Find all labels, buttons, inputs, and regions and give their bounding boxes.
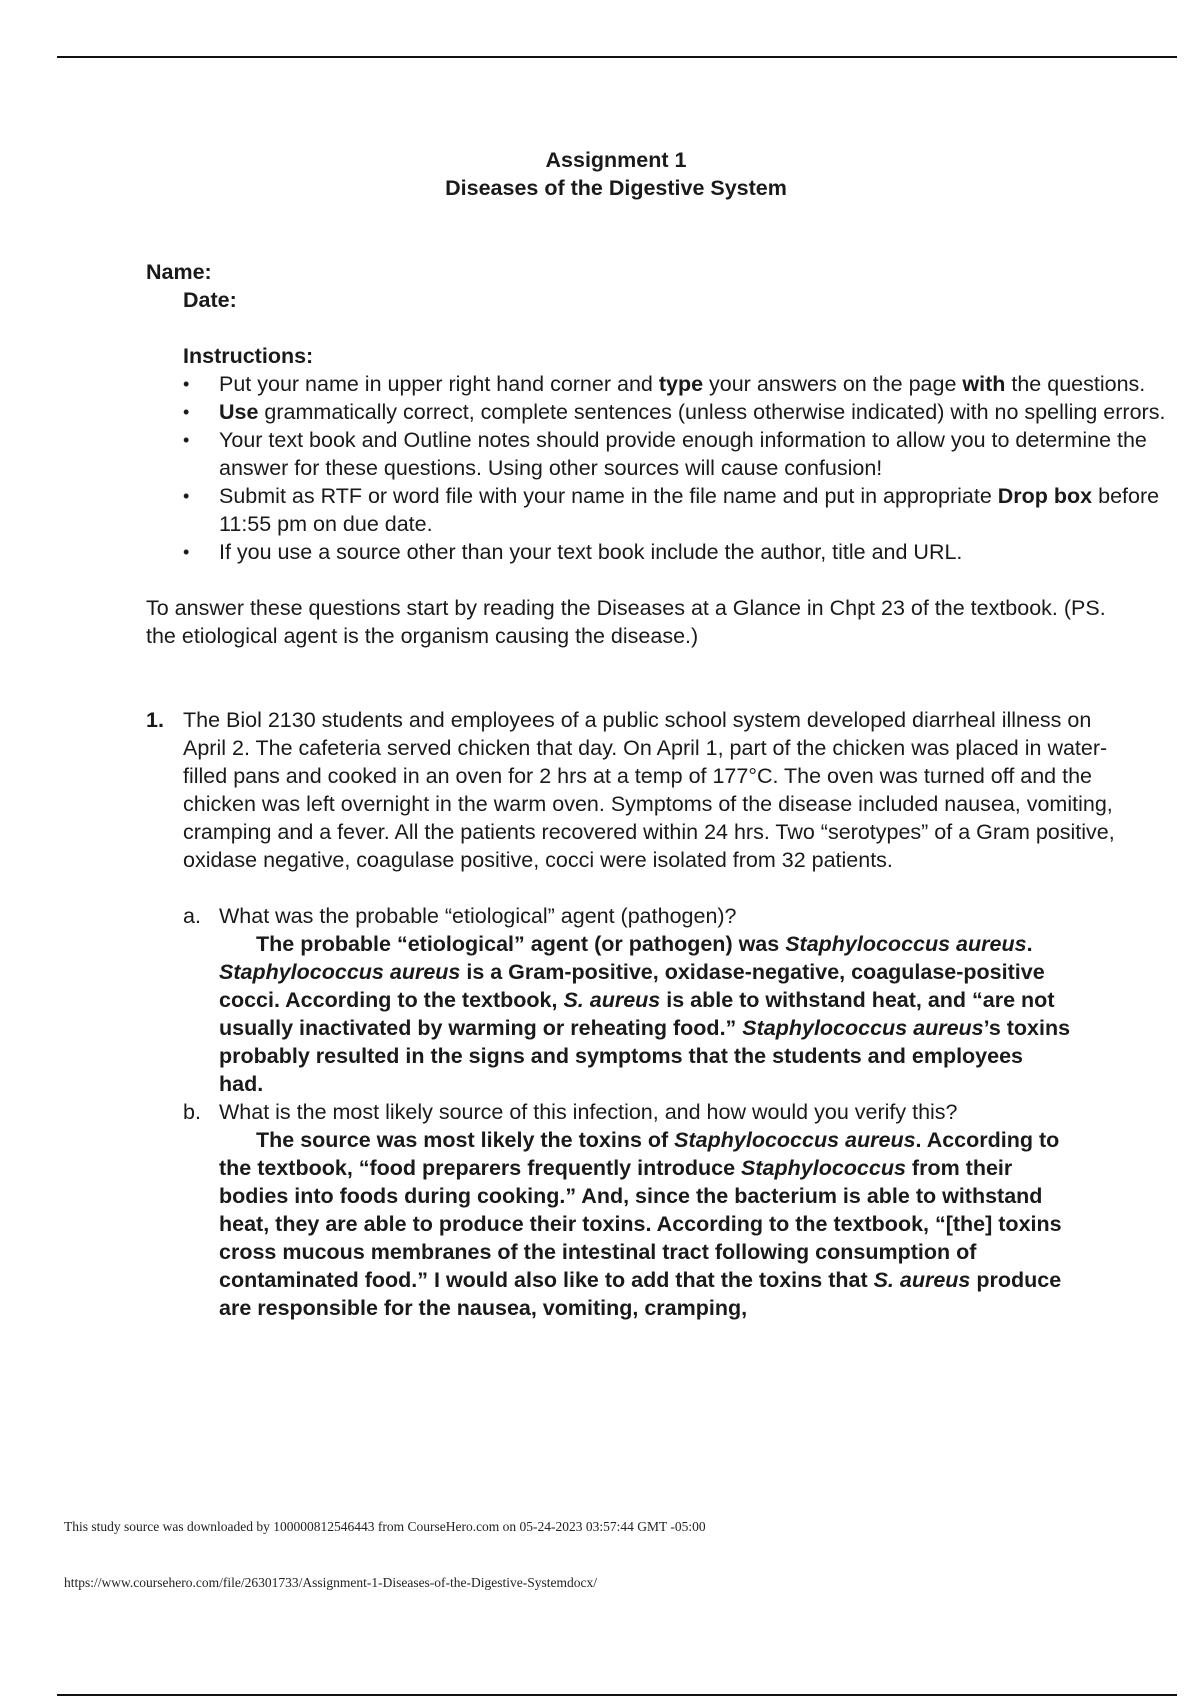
document-body [146,146,1166,1322]
part-a-answer: The probable “etiological” agent (or pathogen) was Staphylococcus aureus. Staphylococcus aureus is a Gram-positive, oxidase-negative, coagulase-positive cocci. According to the textbook, S. aureus is able to withstand heat, and “are not usually inactivated by warming or reheating food.” Staphylococcus aureus’s toxins probably resulted in the signs and symptoms that the students and employees had. [219,932,1071,1096]
bullet-icon: • [183,542,190,562]
bullet-icon: • [183,374,190,394]
instructions-list [183,370,1166,566]
question-1-parts [183,902,1073,1322]
question-1 [146,706,1118,874]
title-line-2: Diseases of the Digestive System [445,176,787,200]
part-a-question: What was the probable “etiological” agent (pathogen)? [219,904,737,928]
list-item: • Use grammatically correct, complete sentences (unless otherwise indicated) with no spelling errors. [183,400,1166,424]
list-item: • Put your name in upper right hand corner and type your answers on the page with the questions. [183,372,1146,396]
bottom-rule [57,1694,1177,1696]
download-note: This study source was downloaded by 100000812546443 from CourseHero.com on 05-24-2023 03:57:44 GMT -05:00 [64,1519,706,1534]
part-b-answer: The source was most likely the toxins of Staphylococcus aureus. According to the textbook, “food preparers frequently introduce Staphylococcus from their bodies into foods during cooking.” And, since the bacterium is able to withstand heat, they are able to produce their toxins. According to the textbook, “[the] toxins cross mucous membranes of the intestinal tract following consumption of contaminated food.” I would also like to add that the toxins that S. aureus produce are responsible for the nausea, vomiting, cramping, [219,1128,1062,1320]
list-item: • Submit as RTF or word file with your name in the file name and put in appropriate Drop box before 11:55 pm on due date. [183,484,1160,536]
bullet-icon: • [183,486,190,506]
part-a [183,902,1073,930]
top-rule [57,56,1177,58]
instructions-heading: Instructions: [183,344,314,368]
bullet-icon: • [183,430,190,450]
list-item: • If you use a source other than your text book include the author, title and URL. [183,540,963,564]
part-b-question: What is the most likely source of this infection, and how would you verify this? [219,1100,958,1124]
list-item: • Your text book and Outline notes should provide enough information to allow you to determine the answer for these questions. Using other sources will cause confusion! [183,428,1147,480]
bullet-icon: • [183,402,190,422]
part-b-letter: b. [183,1100,201,1124]
name-label: Name: [146,260,212,284]
date-label: Date: [183,288,237,312]
assignment-title [146,146,1086,202]
part-a-letter: a. [183,904,201,928]
title-line-1: Assignment 1 [545,148,687,172]
question-number: 1. [146,708,164,732]
part-b [183,1098,1073,1126]
source-url[interactable]: https://www.coursehero.com/file/26301733/Assignment-1-Diseases-of-the-Digestive-Systemdocx/ [64,1575,598,1590]
question-text: The Biol 2130 students and employees of a public school system developed diarrheal illness on April 2. The cafeteria served chicken that day. On April 1, part of the chicken was placed in water-filled pans and cooked in an oven for 2 hrs at a temp of 177°C. The oven was turned off and the chicken was left overnight in the warm oven. Symptoms of the disease included nausea, vomiting, cramping and a fever. All the patients recovered within 24 hrs. Two “serotypes” of a Gram positive, oxidase negative, coagulase positive, cocci were isolated from 32 patients. [183,708,1115,872]
intro-paragraph: To answer these questions start by reading the Diseases at a Glance in Chpt 23 of the textbook. (PS. the etiological agent is the organism causing the disease.) [146,596,1106,648]
